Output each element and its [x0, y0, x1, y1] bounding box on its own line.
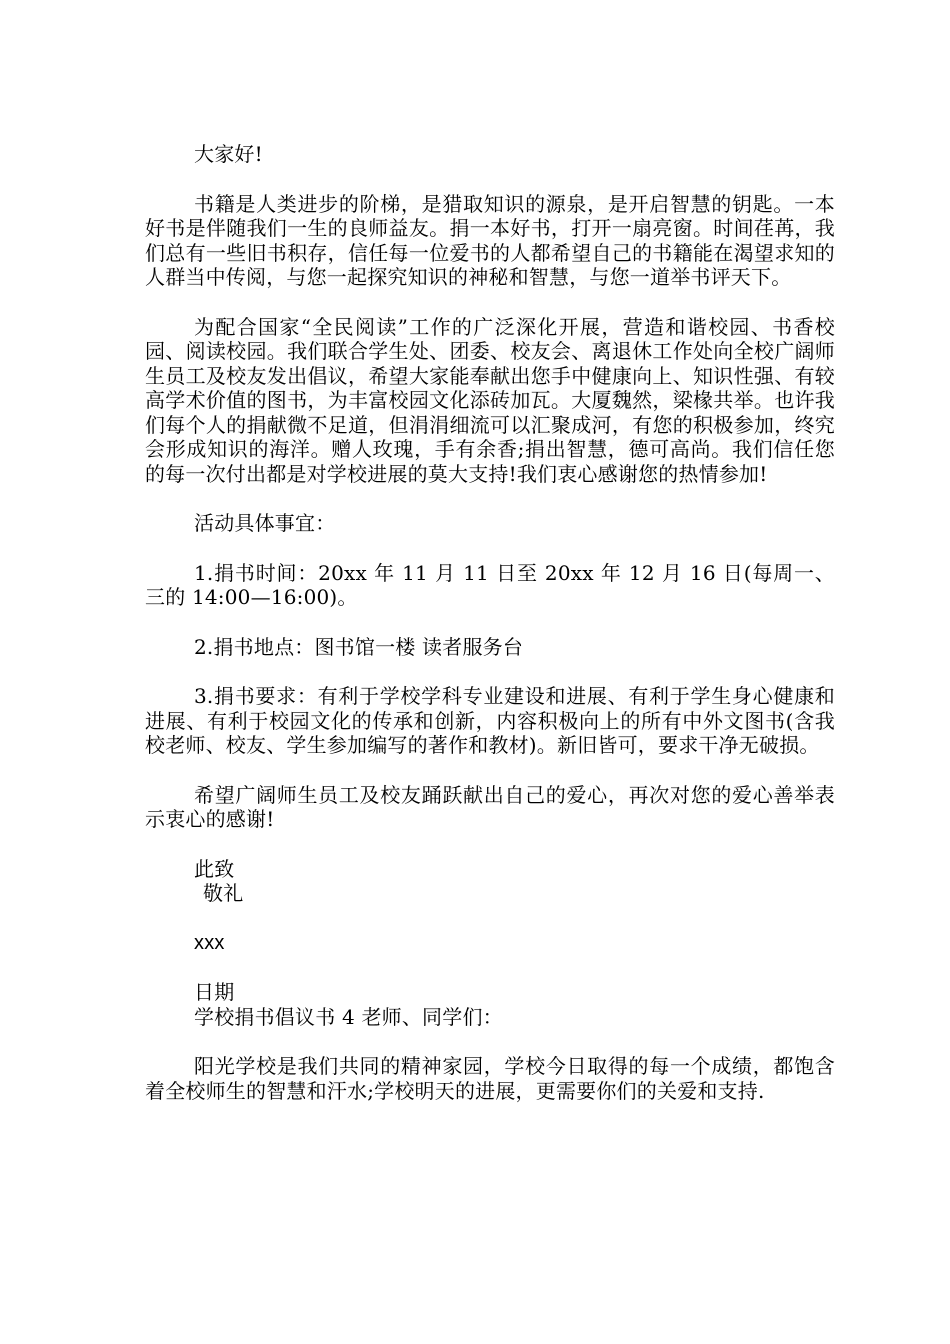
- greeting: 大家好!: [194, 142, 263, 166]
- signature: xxx: [194, 931, 225, 954]
- activity-heading: 活动具体事宜：: [194, 511, 336, 535]
- salutation-to: 此致: [194, 856, 235, 881]
- item-donation-time: 1.捐书时间：20xx 年 11 月 11 日至 20xx 年 12 月 16 日(每周一、三的 14:00—16:00)。: [145, 560, 835, 609]
- paragraph-initiative: 为配合国家“全民阅读”工作的广泛深化开展，营造和谐校园、书香校园、阅读校园。我们联合学生处、团委、校友会、离退休工作处向全校广阔师生员工及校友发出倡议，希望大家能奉献出您手中健康向上、知识性强、有较高学术价值的图书，为丰富校园文化添砖加瓦。大厦魏然，梁椽共举。也许我们每个人的捐献微不足道，但涓涓细流可以汇聚成河，有您的积极参加，终究会形成知识的海洋。赠人玫瑰，手有余香;捐出智慧，德可高尚。我们信任您的每一次付出都是对学校进展的莫大支持!我们衷心感谢您的热情参加!: [145, 314, 835, 486]
- salutation-respect: 敬礼: [203, 881, 244, 905]
- closing-paragraph: 希望广阔师生员工及校友踊跃献出自己的爱心，再次对您的爱心善举表示衷心的感谢!: [145, 782, 835, 831]
- item-donation-requirements: 3.捐书要求：有利于学校学科专业建设和进展、有利于学生身心健康和进展、有利于校园文化的传承和创新，内容积极向上的所有中外文图书(含我校老师、校友、学生参加编写的著作和教材)。新旧皆可，要求干净无破损。: [145, 684, 835, 757]
- next-document-title: 学校捐书倡议书 4 老师、同学们：: [194, 1004, 503, 1029]
- paragraph-intro: 书籍是人类进步的阶梯，是猎取知识的源泉，是开启智慧的钥匙。一本好书是伴随我们一生的良师益友。捐一本好书，打开一扇亮窗。时间荏苒，我们总有一些旧书积存，信任每一位爱书的人都希望自己的书籍能在渴望求知的人群当中传阅，与您一起探究知识的神秘和智慧，与您一道举书评天下。: [145, 191, 835, 289]
- letter-body: [145, 142, 835, 1103]
- item-donation-location: 2.捐书地点：图书馆一楼 读者服务台: [194, 634, 524, 659]
- date-label: 日期: [194, 980, 235, 1004]
- next-document-paragraph: 阳光学校是我们共同的精神家园，学校今日取得的每一个成绩，都饱含着全校师生的智慧和汗水;学校明天的进展，更需要你们的关爱和支持.: [145, 1054, 835, 1103]
